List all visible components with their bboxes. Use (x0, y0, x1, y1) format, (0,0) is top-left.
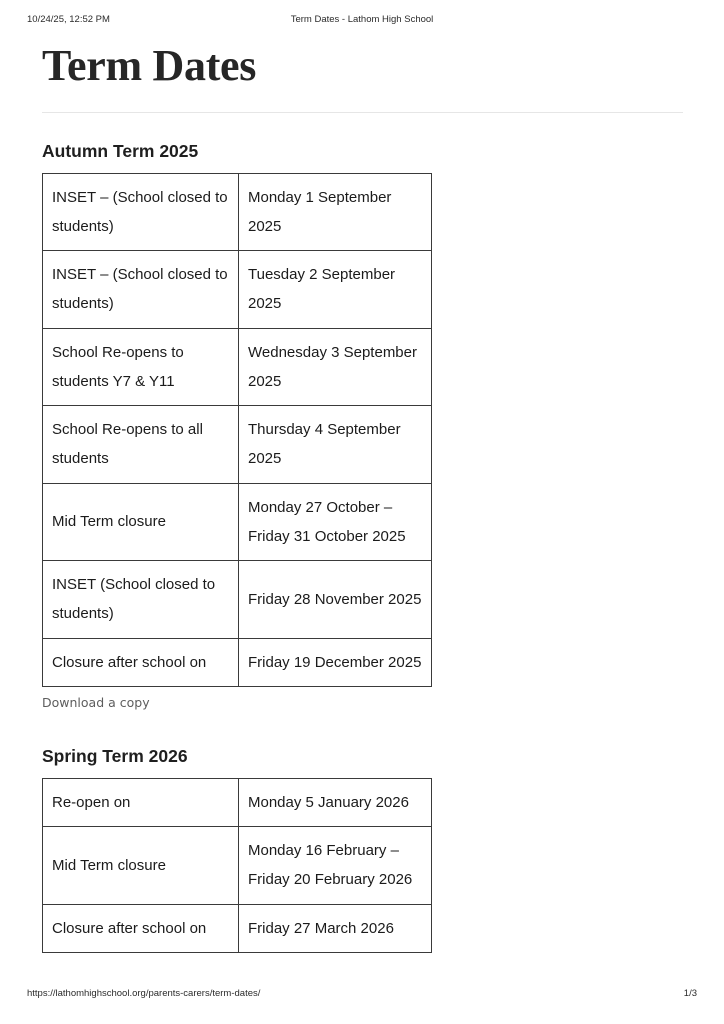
heading-table-spacer (42, 767, 683, 778)
table-row (43, 827, 432, 905)
table-row (43, 173, 432, 251)
term-sections (42, 113, 683, 953)
term-event-date: Tuesday 2 September 2025 (239, 251, 432, 329)
table-row (43, 904, 432, 952)
term-event-date: Friday 28 November 2025 (239, 561, 432, 639)
term-event-label: School Re-opens to students Y7 & Y11 (43, 328, 239, 406)
term-heading: Spring Term 2026 (42, 745, 188, 766)
table-row (43, 638, 432, 686)
table-row (43, 406, 432, 484)
print-header (0, 14, 724, 30)
term-event-label: School Re-opens to all students (43, 406, 239, 484)
term-event-date: Friday 19 December 2025 (239, 638, 432, 686)
term-dates-table (42, 778, 432, 953)
section-spacer (42, 712, 683, 746)
print-page-indicator: 1/3 (683, 988, 697, 999)
term-event-label: Closure after school on (43, 638, 239, 686)
print-timestamp: 10/24/25, 12:52 PM (27, 14, 110, 25)
download-a-copy-link[interactable]: Download a copy (42, 694, 150, 710)
table-row (43, 561, 432, 639)
term-event-label: Closure after school on (43, 904, 239, 952)
print-source-url: https://lathomhighschool.org/parents-carers/term-dates/ (27, 988, 261, 999)
print-document-title: Term Dates - Lathom High School (290, 14, 434, 25)
term-event-label: INSET – (School closed to students) (43, 251, 239, 329)
term-event-date: Monday 27 October – Friday 31 October 2025 (239, 483, 432, 561)
section-spacer (42, 113, 683, 141)
term-event-date: Wednesday 3 September 2025 (239, 328, 432, 406)
heading-table-spacer (42, 162, 683, 173)
table-row (43, 251, 432, 329)
term-event-label: Re-open on (43, 778, 239, 826)
term-event-date: Friday 27 March 2026 (239, 904, 432, 952)
term-event-date: Monday 1 September 2025 (239, 173, 432, 251)
term-heading: Autumn Term 2025 (42, 140, 199, 161)
table-row (43, 328, 432, 406)
term-dates-table (42, 173, 432, 687)
term-event-label: INSET – (School closed to students) (43, 173, 239, 251)
page-content (42, 42, 683, 953)
term-event-date: Monday 16 February – Friday 20 February 2026 (239, 827, 432, 905)
term-event-label: Mid Term closure (43, 483, 239, 561)
term-event-label: Mid Term closure (43, 827, 239, 905)
term-event-label: INSET (School closed to students) (43, 561, 239, 639)
page-title: Term Dates (42, 41, 257, 90)
table-row (43, 483, 432, 561)
term-event-date: Thursday 4 September 2025 (239, 406, 432, 484)
term-event-date: Monday 5 January 2026 (239, 778, 432, 826)
table-row (43, 778, 432, 826)
print-footer (0, 988, 724, 1004)
